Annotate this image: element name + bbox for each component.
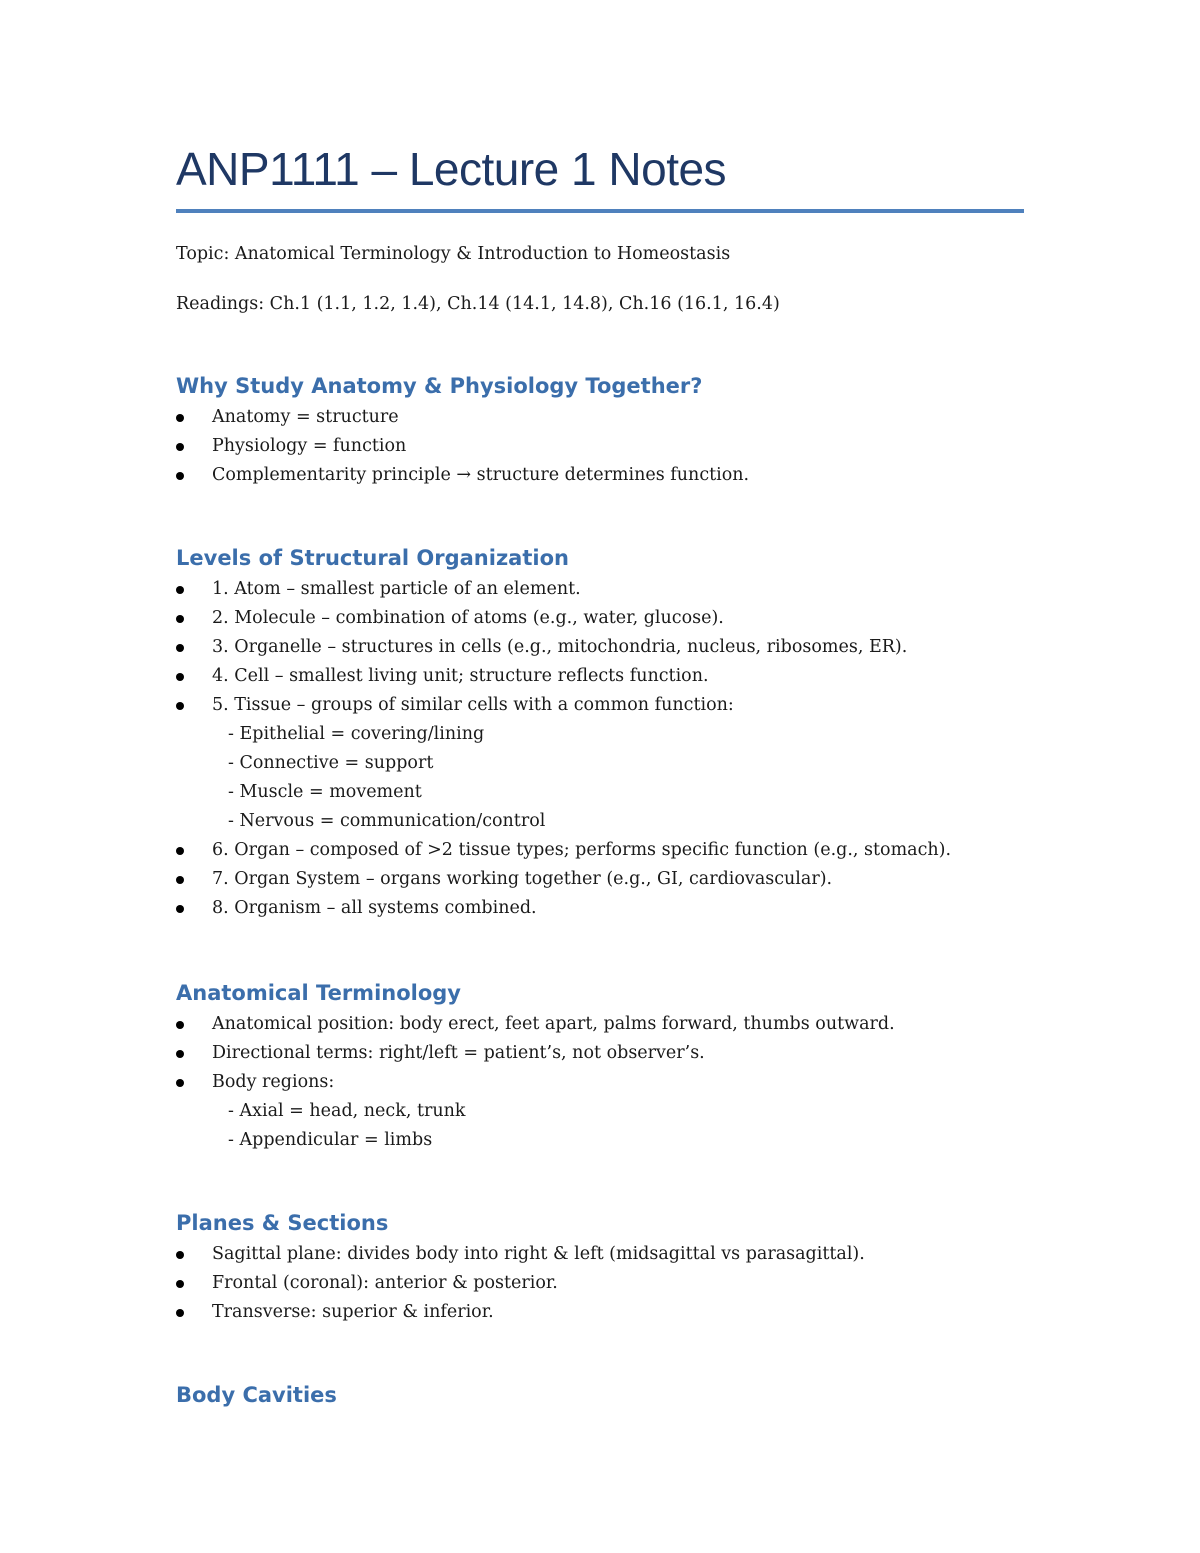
sub-item — [176, 749, 1076, 778]
sub-item-text: - Axial = head, neck, trunk — [228, 1101, 466, 1121]
list-item-text: 4. Cell – smallest living unit; structure reflects function. — [212, 666, 709, 686]
list-item — [176, 1240, 1076, 1269]
bullet-list — [176, 575, 1076, 923]
list-item-text: Anatomical position: body erect, feet apart, palms forward, thumbs outward. — [212, 1014, 895, 1034]
topic-line: Topic: Anatomical Terminology & Introduction to Homeostasis — [176, 244, 731, 264]
sub-item — [176, 807, 1076, 836]
list-item — [176, 894, 1076, 923]
section-anatomical-terminology — [176, 976, 1076, 1155]
title-underline — [176, 209, 1024, 213]
bullet-icon — [176, 472, 184, 480]
list-item-text: 2. Molecule – combination of atoms (e.g., water, glucose). — [212, 608, 724, 628]
sub-item-text: - Nervous = communication/control — [228, 811, 546, 831]
list-item-text: 8. Organism – all systems combined. — [212, 898, 537, 918]
sub-item-text: - Appendicular = limbs — [228, 1130, 433, 1150]
document-title: ANP1111 – Lecture 1 Notes — [176, 143, 727, 195]
bullet-icon — [176, 1079, 184, 1087]
list-item — [176, 432, 1076, 461]
bullet-icon — [176, 876, 184, 884]
bullet-list — [176, 1010, 1076, 1155]
list-item — [176, 1068, 1076, 1097]
bullet-icon — [176, 443, 184, 451]
list-item — [176, 604, 1076, 633]
list-item-text: Sagittal plane: divides body into right & left (midsagittal vs parasagittal). — [212, 1244, 865, 1264]
section-heading: Anatomical Terminology — [176, 981, 461, 1005]
list-item — [176, 461, 1076, 490]
list-item — [176, 691, 1076, 720]
bullet-icon — [176, 1309, 184, 1317]
list-item-text: 1. Atom – smallest particle of an element. — [212, 579, 581, 599]
section-heading: Planes & Sections — [176, 1211, 389, 1235]
list-item-text: Frontal (coronal): anterior & posterior. — [212, 1273, 558, 1293]
list-item — [176, 1010, 1076, 1039]
list-item — [176, 662, 1076, 691]
sub-item-text: - Connective = support — [228, 753, 434, 773]
bullet-icon — [176, 673, 184, 681]
bullet-icon — [176, 1251, 184, 1259]
sub-item — [176, 778, 1076, 807]
section-body-cavities — [176, 1378, 1076, 1412]
bullet-icon — [176, 644, 184, 652]
list-item-text: 7. Organ System – organs working together (e.g., GI, cardiovascular). — [212, 869, 833, 889]
list-item — [176, 865, 1076, 894]
section-heading: Why Study Anatomy & Physiology Together? — [176, 374, 703, 398]
list-item-text: Anatomy = structure — [212, 407, 399, 427]
list-item-text: Physiology = function — [212, 436, 407, 456]
sub-item-text: - Muscle = movement — [228, 782, 422, 802]
list-item-text: Directional terms: right/left = patient’s, not observer’s. — [212, 1043, 705, 1063]
bullet-icon — [176, 615, 184, 623]
list-item — [176, 403, 1076, 432]
list-item — [176, 1298, 1076, 1327]
sub-item-text: - Epithelial = covering/lining — [228, 724, 485, 744]
bullet-icon — [176, 414, 184, 422]
section-heading: Levels of Structural Organization — [176, 546, 569, 570]
bullet-list — [176, 403, 1076, 490]
list-item — [176, 1039, 1076, 1068]
bullet-icon — [176, 1050, 184, 1058]
list-item-text: 6. Organ – composed of >2 tissue types; performs specific function (e.g., stomach). — [212, 840, 952, 860]
list-item — [176, 575, 1076, 604]
list-item-text: 3. Organelle – structures in cells (e.g., mitochondria, nucleus, ribosomes, ER). — [212, 637, 908, 657]
readings-line: Readings: Ch.1 (1.1, 1.2, 1.4), Ch.14 (14.1, 14.8), Ch.16 (16.1, 16.4) — [176, 294, 780, 314]
bullet-icon — [176, 1021, 184, 1029]
list-item-text: 5. Tissue – groups of similar cells with a common function: — [212, 695, 734, 715]
section-heading: Body Cavities — [176, 1383, 337, 1407]
sub-item — [176, 1097, 1076, 1126]
list-item-text: Body regions: — [212, 1072, 335, 1092]
list-item — [176, 633, 1076, 662]
list-item — [176, 1269, 1076, 1298]
bullet-icon — [176, 702, 184, 710]
bullet-icon — [176, 905, 184, 913]
section-levels-of-organization — [176, 541, 1076, 923]
bullet-icon — [176, 586, 184, 594]
sub-item — [176, 720, 1076, 749]
list-item-text: Complementarity principle → structure determines function. — [212, 465, 750, 485]
list-item — [176, 836, 1076, 865]
bullet-icon — [176, 1280, 184, 1288]
bullet-list — [176, 1240, 1076, 1327]
list-item-text: Transverse: superior & inferior. — [212, 1302, 494, 1322]
bullet-icon — [176, 847, 184, 855]
sub-item — [176, 1126, 1076, 1155]
section-planes-sections — [176, 1206, 1076, 1327]
section-why-study — [176, 369, 1076, 490]
